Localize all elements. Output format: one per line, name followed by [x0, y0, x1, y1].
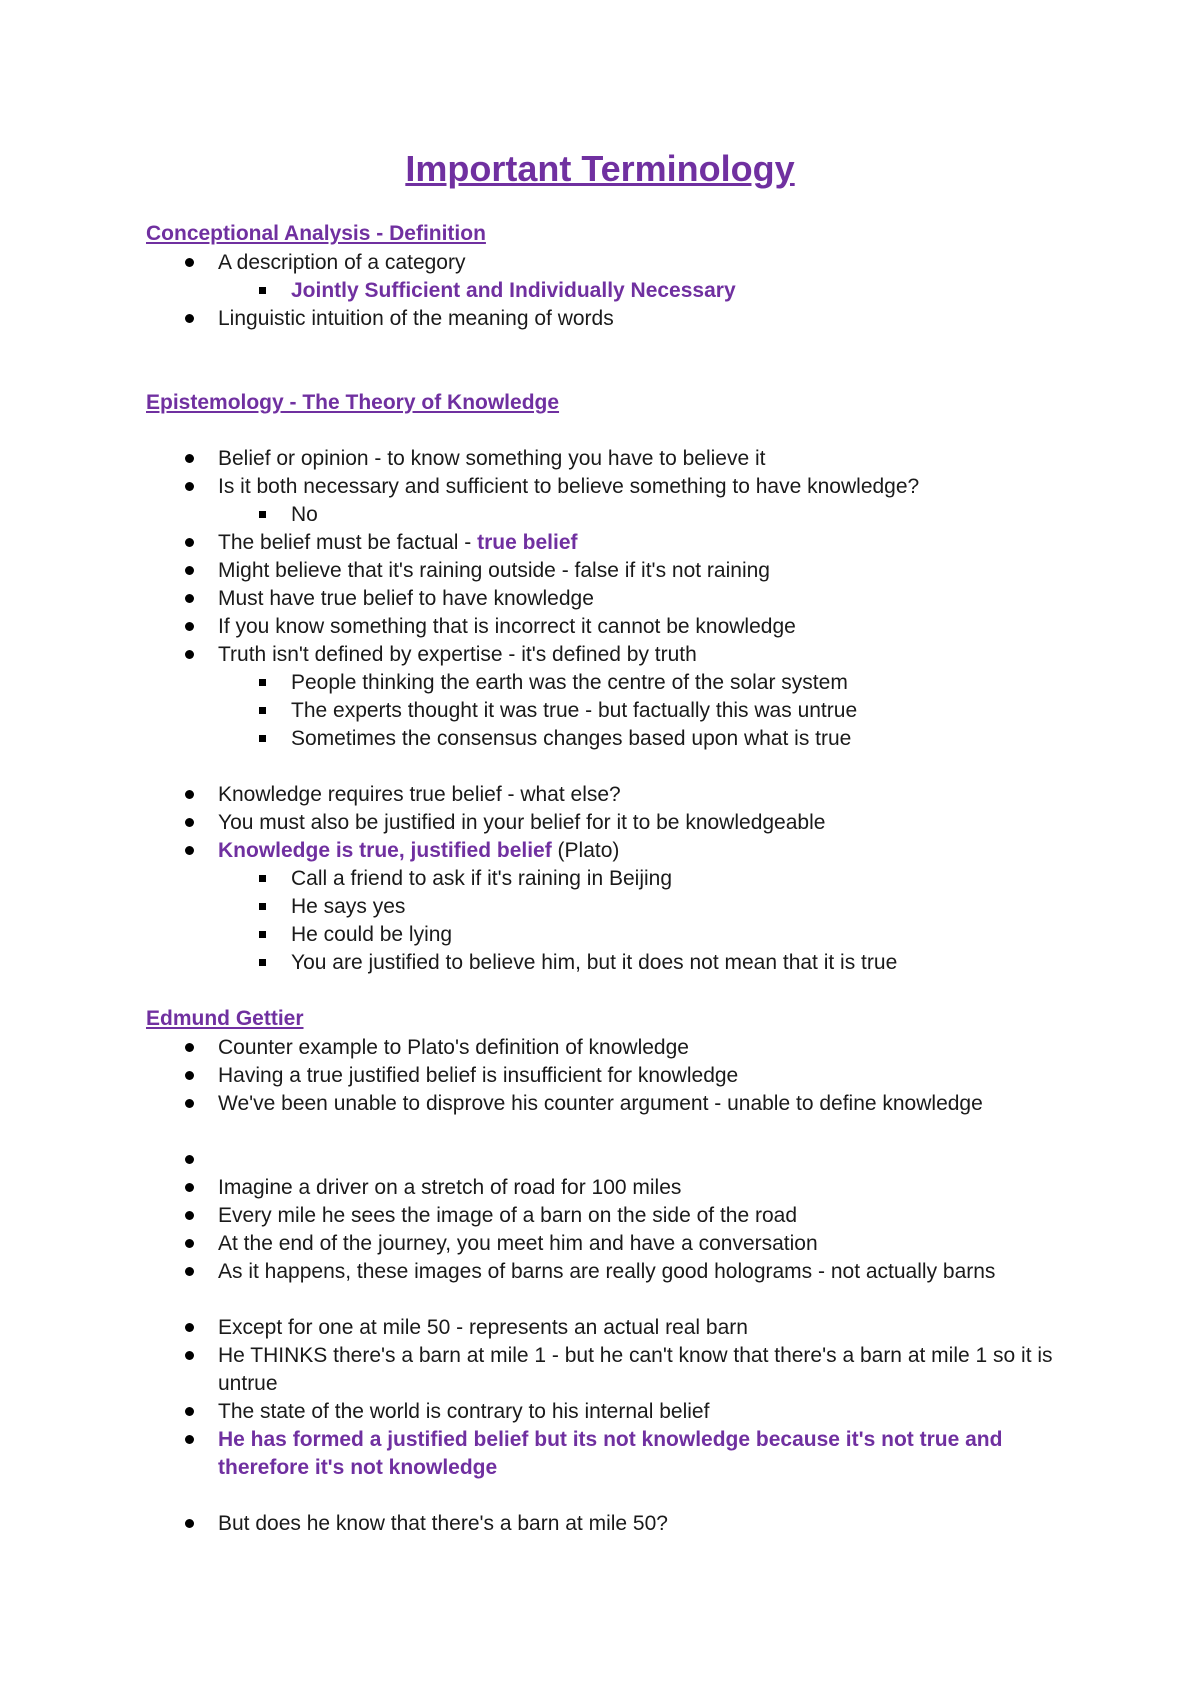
- list-item: At the end of the journey, you meet him and have a conversation: [218, 1230, 818, 1258]
- list-item: He THINKS there's a barn at mile 1 - but he can't know that there's a barn at mile 1 so it is untrue: [218, 1342, 1068, 1398]
- section-heading-gettier: Edmund Gettier: [146, 1007, 304, 1030]
- list-item: You are justified to believe him, but it does not mean that it is true: [291, 949, 897, 977]
- list-item: He has formed a justified belief but its not knowledge because it's not true and therefore it's not knowledge: [218, 1426, 1068, 1482]
- page-title: Important Terminology: [405, 148, 795, 189]
- list-item: As it happens, these images of barns are really good holograms - not actually barns: [218, 1258, 1068, 1286]
- list-item: No: [291, 501, 318, 529]
- list-item: Truth isn't defined by expertise - it's defined by truth: [218, 641, 697, 669]
- list-item: Must have true belief to have knowledge: [218, 585, 594, 613]
- list-item-text: (Plato): [551, 839, 620, 862]
- list-item: Linguistic intuition of the meaning of words: [218, 305, 614, 333]
- list-item: He says yes: [291, 893, 405, 921]
- section-heading-conceptual: Conceptional Analysis - Definition: [146, 222, 486, 245]
- list-item: Call a friend to ask if it's raining in Beijing: [291, 865, 672, 893]
- list-item: A description of a category: [218, 249, 465, 277]
- list-item: [218, 529, 578, 557]
- emphasis-text: Knowledge is true, justified belief: [218, 839, 552, 862]
- list-item: Counter example to Plato's definition of knowledge: [218, 1034, 689, 1062]
- list-item: Is it both necessary and sufficient to believe something to have knowledge?: [218, 473, 919, 501]
- list-item: Jointly Sufficient and Individually Necessary: [291, 277, 736, 305]
- list-item: Sometimes the consensus changes based upon what is true: [291, 725, 851, 753]
- list-item-text: The belief must be factual -: [218, 531, 478, 554]
- list-item: Knowledge requires true belief - what else?: [218, 781, 621, 809]
- list-item: Belief or opinion - to know something you have to believe it: [218, 445, 766, 473]
- list-item: You must also be justified in your belief for it to be knowledgeable: [218, 809, 825, 837]
- list-item: If you know something that is incorrect it cannot be knowledge: [218, 613, 796, 641]
- list-item: People thinking the earth was the centre of the solar system: [291, 669, 848, 697]
- emphasis-text: true belief: [477, 531, 578, 554]
- list-item: [218, 837, 619, 865]
- list-item: Every mile he sees the image of a barn on the side of the road: [218, 1202, 797, 1230]
- list-item: The experts thought it was true - but factually this was untrue: [291, 697, 857, 725]
- section-heading-epistemology: Epistemology - The Theory of Knowledge: [146, 391, 560, 414]
- list-item: He could be lying: [291, 921, 452, 949]
- list-item: Might believe that it's raining outside - false if it's not raining: [218, 557, 770, 585]
- list-item: But does he know that there's a barn at mile 50?: [218, 1510, 668, 1538]
- list-item: Imagine a driver on a stretch of road for 100 miles: [218, 1174, 681, 1202]
- list-item: The state of the world is contrary to his internal belief: [218, 1398, 709, 1426]
- list-item: We've been unable to disprove his counter argument - unable to define knowledge: [218, 1090, 1068, 1118]
- list-item: Having a true justified belief is insufficient for knowledge: [218, 1062, 738, 1090]
- list-item: Except for one at mile 50 - represents an actual real barn: [218, 1314, 748, 1342]
